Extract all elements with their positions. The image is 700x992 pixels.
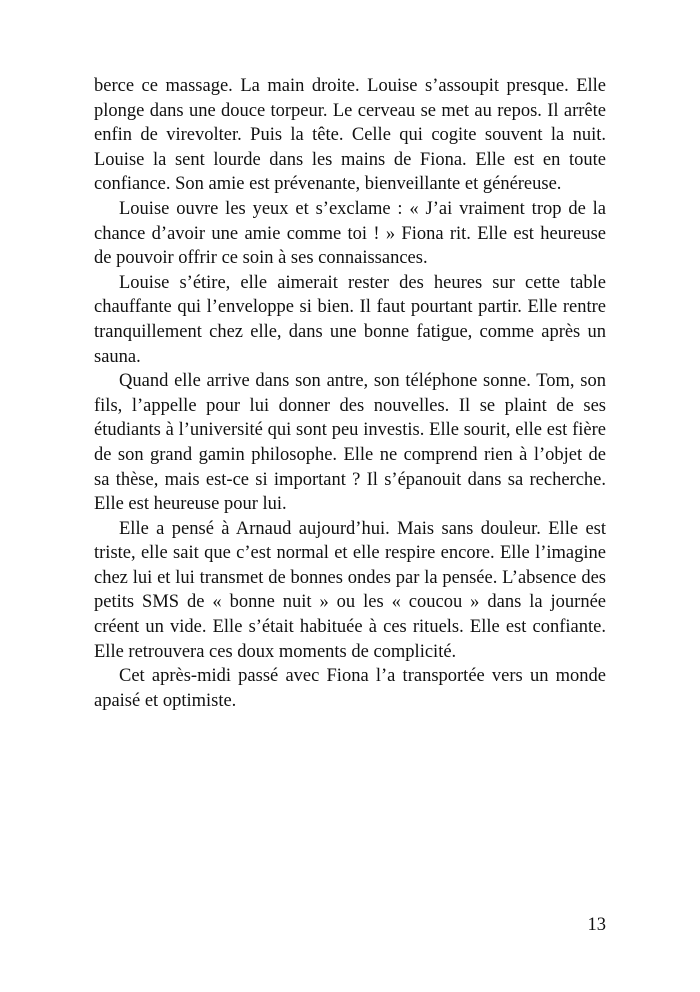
paragraph: Louise ouvre les yeux et s’exclame : « J’ai vraiment trop de la chance d’avoir une amie comme toi ! » Fiona rit. Elle est heureuse de pouvoir offrir ce soin à ses connaissances. <box>94 198 606 269</box>
paragraph: berce ce massage. La main droite. Louise s’assoupit presque. Elle plonge dans une douce torpeur. Le cerveau se met au repos. Il arrête enfin de virevolter. Puis la tête. Celle qui cogite souvent la nuit. Louise la sent lourde dans les mains de Fiona. Elle est en toute confiance. Son amie est prévenante, bienveillante et généreuse. <box>94 76 606 195</box>
paragraph: Louise s’étire, elle aimerait rester des heures sur cette table chauffante qui l’enveloppe si bien. Il faut pourtant partir. Elle rentre tranquillement chez elle, dans une bonne fatigue, comme après un sauna. <box>94 272 606 367</box>
paragraph: Cet après-midi passé avec Fiona l’a transportée vers un monde apaisé et optimiste. <box>94 666 606 711</box>
paragraph: Elle a pensé à Arnaud aujourd’hui. Mais sans douleur. Elle est triste, elle sait que c’est normal et elle respire encore. Elle l’imagine chez lui et lui transmet de bonnes ondes par la pensée. L’absence des petits SMS de « bonne nuit » ou les « coucou » dans la journée créent un vide. Elle s’était habituée à ces rituels. Elle est confiante. Elle retrouvera ces doux moments de complicité. <box>94 518 606 662</box>
page-number: 13 <box>587 915 606 935</box>
paragraph: Quand elle arrive dans son antre, son téléphone sonne. Tom, son fils, l’appelle pour lui donner des nouvelles. Il se plaint de ses étudiants à l’université qui sont peu investis. Elle sourit, elle est fière de son grand gamin philosophe. Elle ne comprend rien à l’objet de sa thèse, mais est-ce si important ? Il s’épanouit dans sa recherche. Elle est heureuse pour lui. <box>94 371 606 515</box>
body-text <box>94 74 606 713</box>
